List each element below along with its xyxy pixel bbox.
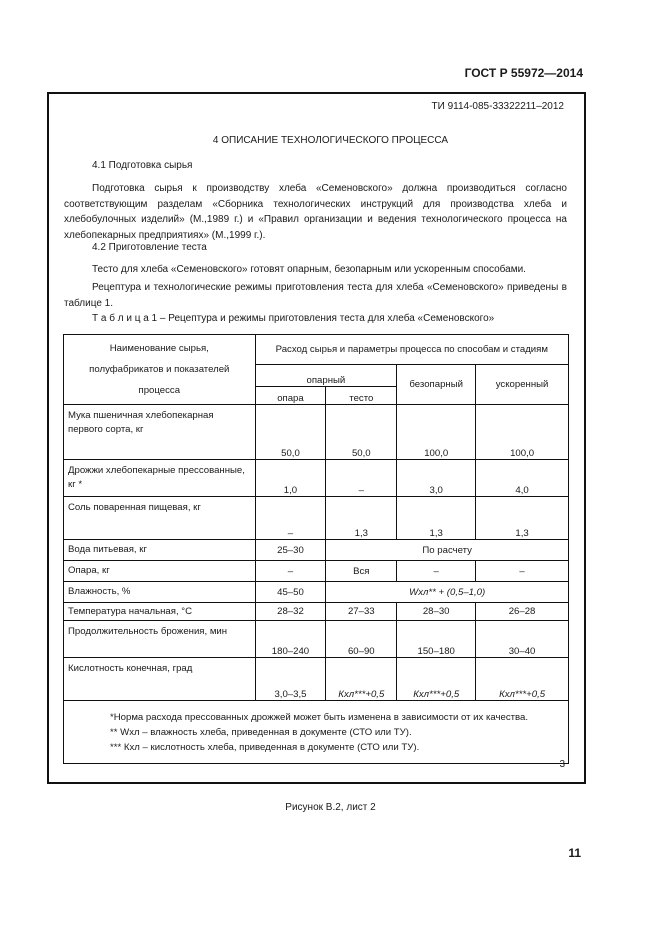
cell-text: Wхл** + (0,5–1,0) <box>409 586 486 598</box>
cell: 150–180 <box>397 621 476 658</box>
cell: 26–28 <box>476 603 569 621</box>
cell: – <box>255 497 326 540</box>
cell: – <box>326 460 397 497</box>
footnote: ** Wхл – влажность хлеба, приведенная в документе (СТО или ТУ). <box>110 726 412 738</box>
section-title: 4 ОПИСАНИЕ ТЕХНОЛОГИЧЕСКОГО ПРОЦЕССА <box>212 135 449 146</box>
table-row: Кислотность конечная, град 3,0–3,5 Кхл***+0,5 Кхл***+0,5 Кхл***+0,5 <box>64 658 569 701</box>
header-bezoparny: безопарный <box>397 365 476 405</box>
cell: 25–30 <box>255 540 326 561</box>
cell <box>476 658 569 701</box>
cell: 3,0 <box>397 460 476 497</box>
cell <box>326 582 569 603</box>
recipe-table <box>63 334 569 764</box>
cell-text: Кхл***+0,5 <box>338 689 385 700</box>
cell: 28–30 <box>397 603 476 621</box>
table-row: Мука пшеничная хлебопекарная первого сорта, кг 50,0 50,0 100,0 100,0 <box>64 405 569 460</box>
s42-p1: Тесто для хлеба «Семеновского» готовят опарным, безопарным или ускоренным способами. <box>92 264 526 275</box>
table-row: Температура начальная, °С 28–32 27–33 28–30 26–28 <box>64 603 569 621</box>
cell: 4,0 <box>476 460 569 497</box>
cell: 50,0 <box>255 405 326 460</box>
header-testo: тесто <box>326 387 397 405</box>
table-caption: Т а б л и ц а 1 – Рецептура и режимы приготовления теста для хлеба «Семеновского» <box>92 313 495 324</box>
cell: 1,3 <box>326 497 397 540</box>
header-name: Наименование сырья, полуфабрикатов и показателей процесса <box>64 335 256 405</box>
cell: 100,0 <box>476 405 569 460</box>
table-row: Влажность, % 45–50 Wхл** + (0,5–1,0) <box>64 582 569 603</box>
cell: 1,3 <box>397 497 476 540</box>
table-row: Продолжительность брожения, мин 180–240 60–90 150–180 30–40 <box>64 621 569 658</box>
s41-text: Подготовка сырья к производству хлеба «Семеновского» должна производиться согласно соответствующим разделам «Сборника технологических инструкций для производства хлеба и хлебобулочных изделий» (М.,1989 г.) и «Правил организации и ведения технологического процесса на хлебопекарных предприятиях» (М.,1999 г.). <box>64 183 567 241</box>
doc-code: ТИ 9114-085-33322211–2012 <box>431 101 564 112</box>
cell: 3,0–3,5 <box>255 658 326 701</box>
footnote: *** Кхл – кислотность хлеба, приведенная в документе (СТО или ТУ). <box>110 741 420 753</box>
cell: – <box>255 561 326 582</box>
cell: 30–40 <box>476 621 569 658</box>
header-oparny: опарный <box>255 365 397 387</box>
cell: По расчету <box>326 540 569 561</box>
cell: Вся <box>326 561 397 582</box>
s42-heading: 4.2 Приготовление теста <box>92 242 207 253</box>
figure-caption: Рисунок В.2, лист 2 <box>285 802 376 813</box>
footnotes <box>64 701 569 764</box>
standard-number: ГОСТ Р 55972—2014 <box>464 66 583 80</box>
header-opara: опара <box>255 387 326 405</box>
footnote: *Норма расхода прессованных дрожжей может быть изменена в зависимости от их качества. <box>110 711 529 723</box>
cell: 1,3 <box>476 497 569 540</box>
cell: – <box>397 561 476 582</box>
cell-text: Кхл***+0,5 <box>499 689 546 700</box>
table-row: Вода питьевая, кг 25–30 По расчету <box>64 540 569 561</box>
s42-p2: Рецептура и технологические режимы приготовления теста для хлеба «Семеновского» приведены в таблице 1. <box>64 282 567 309</box>
table-row: Опара, кг – Вся – – <box>64 561 569 582</box>
s41-heading: 4.1 Подготовка сырья <box>92 160 193 171</box>
cell-text: Кхл***+0,5 <box>413 689 460 700</box>
cell: 50,0 <box>326 405 397 460</box>
sheet-number: 3 <box>559 759 565 770</box>
cell: 45–50 <box>255 582 326 603</box>
cell: – <box>476 561 569 582</box>
table-row: Соль поваренная пищевая, кг – 1,3 1,3 1,3 <box>64 497 569 540</box>
page-number: 11 <box>568 846 581 860</box>
header-uskorenny: ускоренный <box>476 365 569 405</box>
cell: 1,0 <box>255 460 326 497</box>
cell: 180–240 <box>255 621 326 658</box>
cell: 60–90 <box>326 621 397 658</box>
cell <box>326 658 397 701</box>
table-row: Дрожжи хлебопекарные прессованные, кг * 1,0 – 3,0 4,0 <box>64 460 569 497</box>
cell: 100,0 <box>397 405 476 460</box>
header-group: Расход сырья и параметры процесса по способам и стадиям <box>255 335 568 365</box>
cell: 27–33 <box>326 603 397 621</box>
cell: 28–32 <box>255 603 326 621</box>
cell <box>397 658 476 701</box>
footnotes-row <box>64 701 569 764</box>
